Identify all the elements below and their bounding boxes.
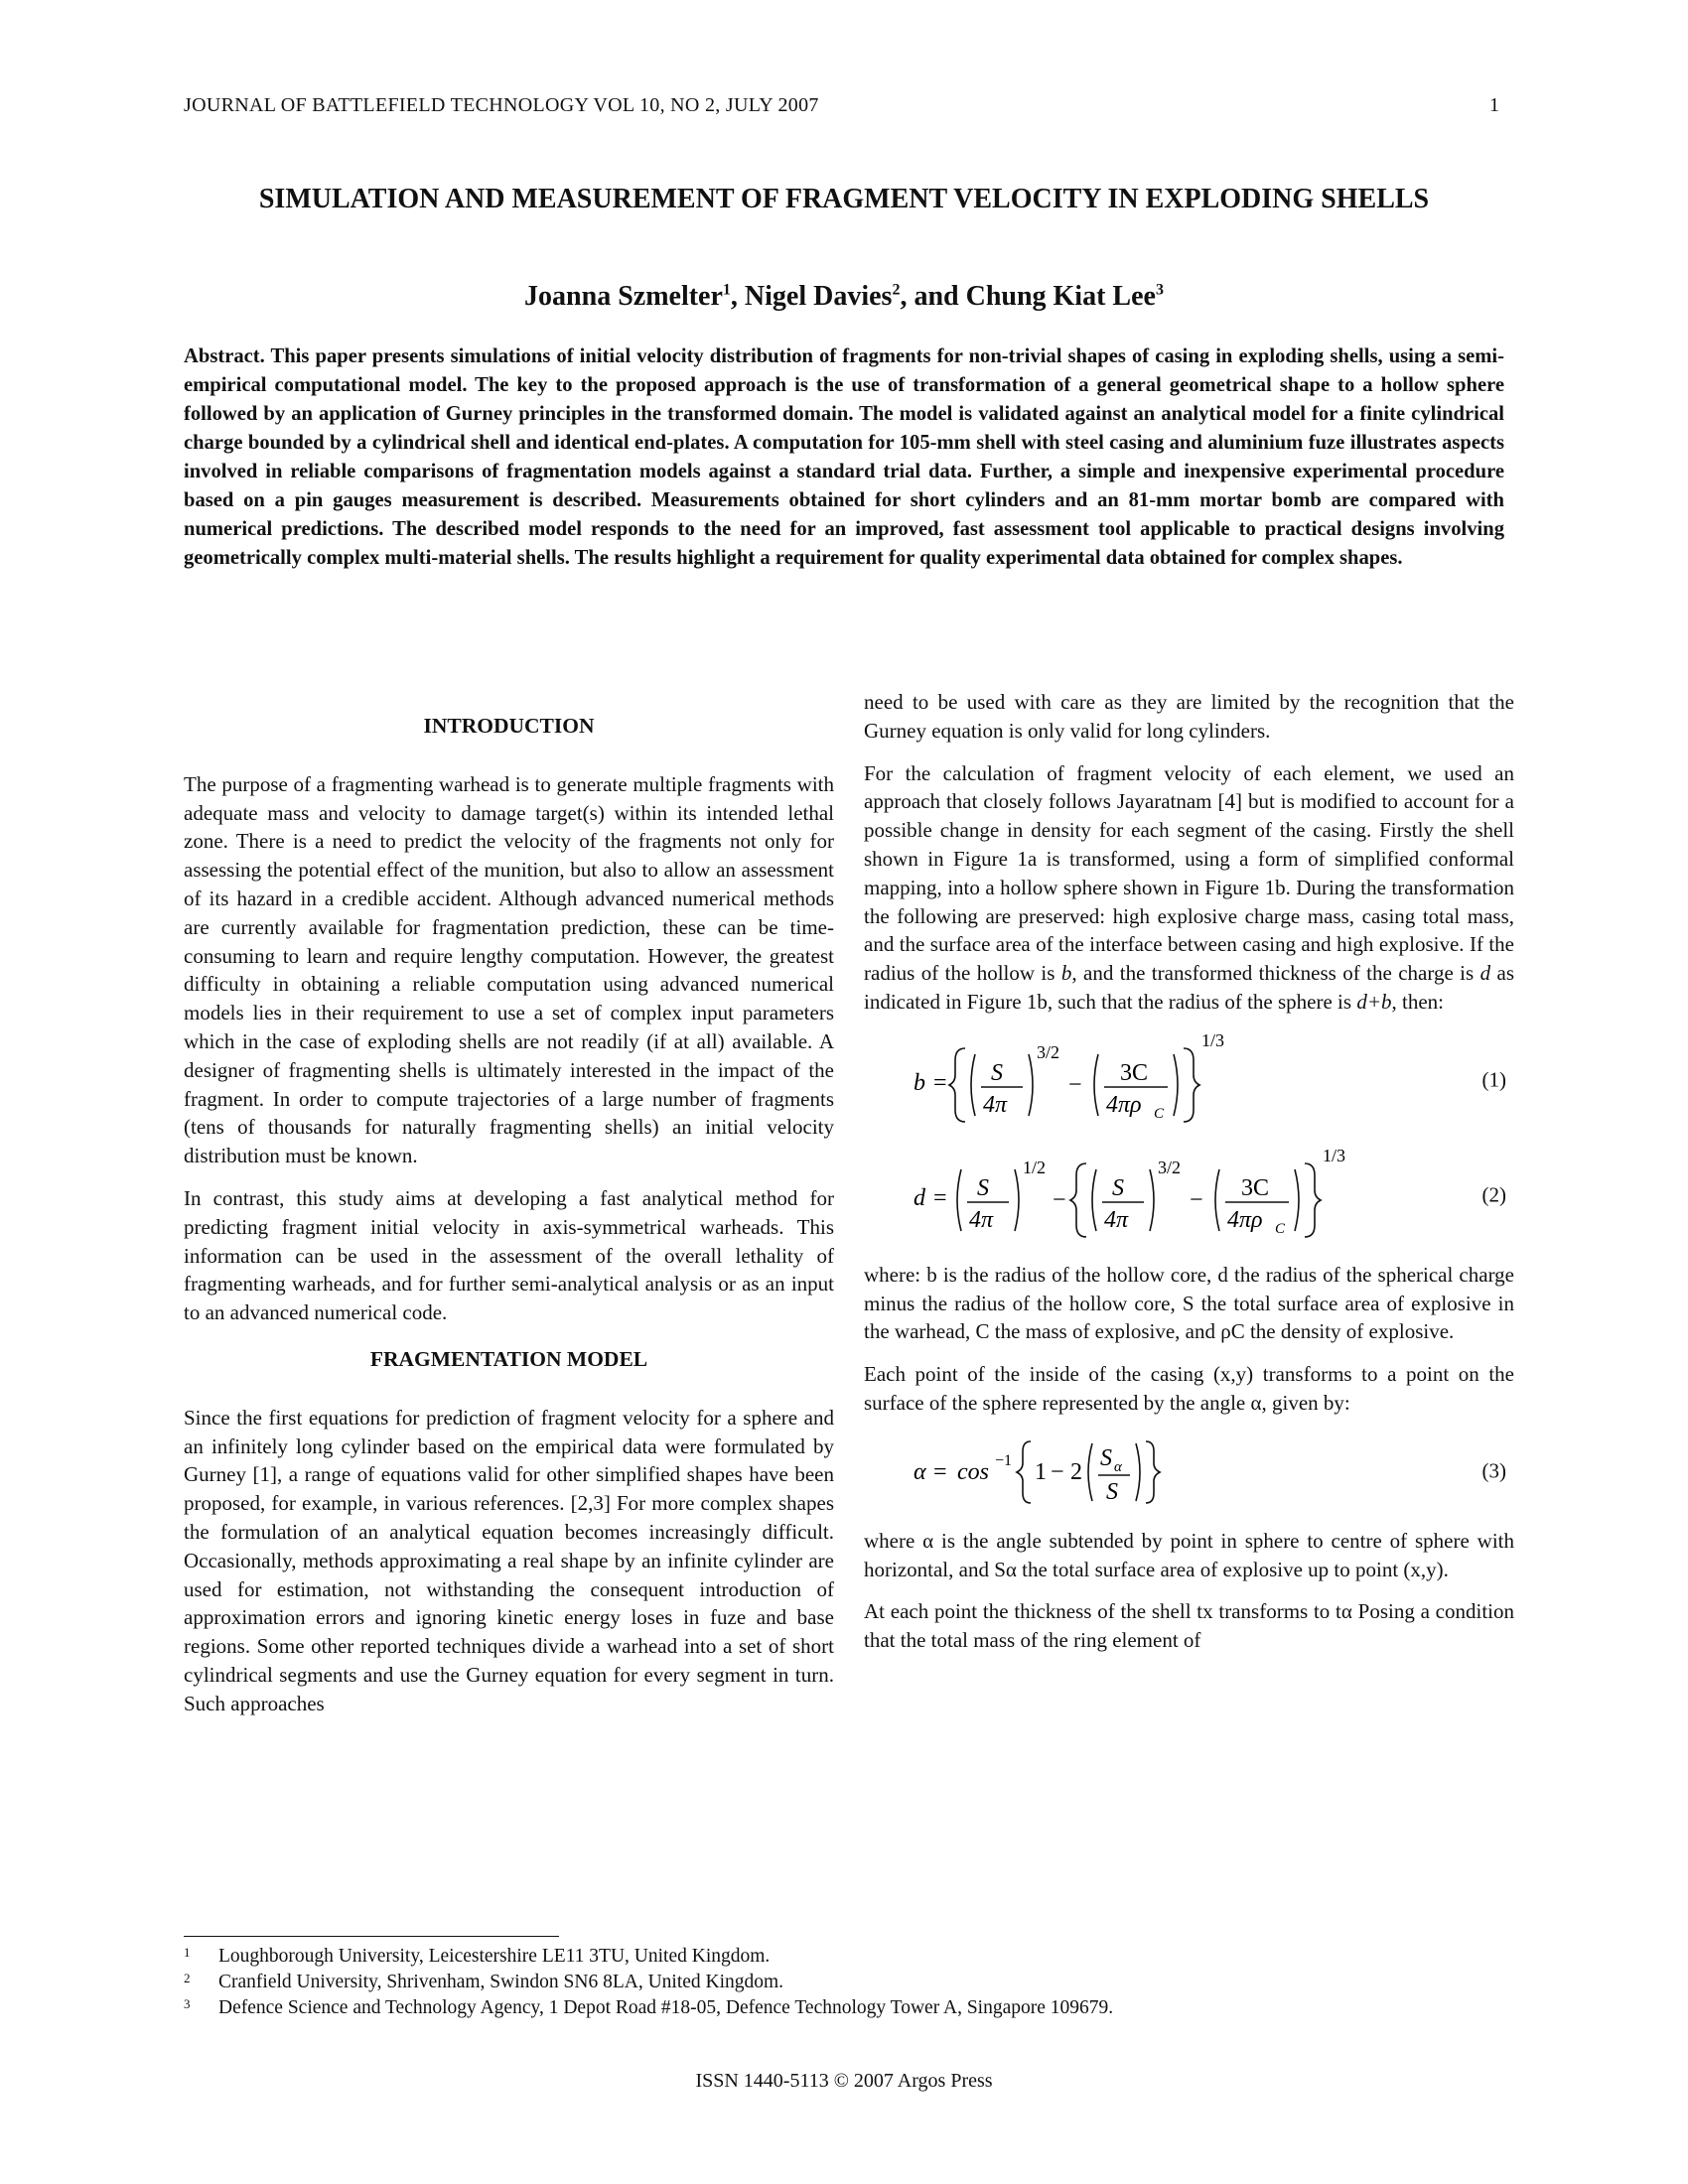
paren-right xyxy=(1136,1443,1140,1501)
section-heading-fragmentation-model: FRAGMENTATION MODEL xyxy=(369,1346,648,1371)
body-paragraph: need to be used with care as they are limited by the recognition that the Gurney equation is only valid for long cylinders. xyxy=(864,690,1514,743)
footnotes xyxy=(184,1944,1504,2021)
eq-denominator: 4πρ xyxy=(1227,1206,1263,1233)
paren-left xyxy=(971,1054,975,1116)
eq-term: 2 xyxy=(1070,1458,1082,1485)
eq-subscript: C xyxy=(1154,1105,1165,1122)
author-separator: , and xyxy=(900,281,966,312)
eq-subscript: α xyxy=(1114,1458,1122,1475)
footnote-mark: 2 xyxy=(184,1971,191,1985)
paren-left xyxy=(1215,1169,1219,1231)
eq-exponent: 1/3 xyxy=(1323,1145,1346,1165)
running-head: JOURNAL OF BATTLEFIELD TECHNOLOGY VOL 10, NO 2, JULY 2007 xyxy=(184,94,819,116)
equation-number: (2) xyxy=(1481,1182,1506,1207)
text-run: , and the transformed thickness of the charge is xyxy=(1071,961,1480,986)
eq-denominator: 4π xyxy=(1104,1206,1129,1233)
page-footer: ISSN 1440-5113 © 2007 Argos Press xyxy=(695,2070,993,2092)
affiliation-mark: 2 xyxy=(892,281,901,299)
author-name: Joanna Szmelter xyxy=(524,281,723,312)
text-run: For the calculation of fragment velocity of each element, we used an approach that closely follows Jayaratnam [4] but is modified to account for a possible change in density for each segment of the casing. Firstly the shell shown in Figure 1a is transformed, using a form of simplified conformal mapping, into a hollow sphere shown in Figure 1b. During the transformation the following are preserved: high explosive charge mass, casing total mass, and the surface area of the interface between casing and high explosive. If the radius of the hollow is xyxy=(864,760,1514,986)
eq-numerator: S xyxy=(1100,1444,1112,1471)
body-paragraph: At each point the thickness of the shell tx transforms to tα Posing a condition that the total mass of the ring element of xyxy=(864,1599,1514,1653)
page-number: 1 xyxy=(1489,94,1499,116)
brace-left xyxy=(949,1048,965,1122)
eq-function: cos xyxy=(957,1458,989,1485)
brace-right xyxy=(1305,1163,1321,1237)
body-paragraph: Each point of the inside of the casing (x,y) transforms to a point on the surface of the sphere represented by the angle α, given by: xyxy=(864,1362,1514,1415)
eq-lhs: d xyxy=(914,1184,925,1211)
eq-denominator: 4π xyxy=(969,1206,994,1233)
eq-lhs: α xyxy=(914,1458,926,1485)
paren-right xyxy=(1174,1054,1178,1116)
equation-number: (3) xyxy=(1481,1458,1506,1483)
eq-minus: − xyxy=(1190,1186,1203,1213)
math-var: b xyxy=(1060,961,1072,986)
eq-exponent: 3/2 xyxy=(1037,1041,1060,1062)
author-name: Nigel Davies xyxy=(744,281,893,312)
equation-2-formula xyxy=(904,1146,1360,1245)
paren-left xyxy=(1094,1054,1098,1116)
paren-right xyxy=(1295,1169,1299,1231)
eq-equals: = xyxy=(933,1069,947,1096)
eq-numerator: 3C xyxy=(1120,1059,1149,1086)
equation-2 xyxy=(864,1146,1514,1245)
eq-subscript: C xyxy=(1275,1220,1286,1237)
author-name: Chung Kiat Lee xyxy=(965,281,1156,312)
equation-3-formula xyxy=(904,1432,1201,1511)
eq-denominator: 4π xyxy=(983,1091,1008,1118)
author-list xyxy=(199,281,1489,313)
eq-term: 1 xyxy=(1035,1458,1047,1485)
abstract: Abstract. This paper presents simulations of initial velocity distribution of fragments for non-trivial shapes of casing in exploding shells, using a semi-empirical computational model. The key to the proposed approach is the use of transformation of a general geometrical shape to a hollow sphere followed by an application of Gurney principles in the transformed domain. The model is validated against an analytical model for a finite cylindrical charge bounded by a cylindrical shell and identical end-plates. A computation for 105-mm shell with steel casing and aluminium fuze illustrates aspects involved in reliable comparisons of fragmentation models against a standard trial data. Further, a simple and inexpensive experimental procedure based on a pin gauges measurement is described. Measurements obtained for short cylinders and an 81-mm mortar bomb are compared with numerical predictions. The described model responds to the need for an improved, fast assessment tool applicable to practical designs involving geometrically complex multi-material shells. The results highlight a requirement for quality experimental data obtained for complex shapes. xyxy=(184,345,1504,569)
eq-exponent: 1/2 xyxy=(1023,1157,1047,1177)
math-var: d xyxy=(1479,961,1491,986)
author-separator: , xyxy=(730,281,745,312)
footnote xyxy=(184,1944,1504,1970)
eq-numerator: 3C xyxy=(1241,1174,1270,1201)
equation-1 xyxy=(864,1030,1514,1130)
brace-right xyxy=(1184,1048,1199,1122)
body-paragraph: where α is the angle subtended by point in sphere to centre of sphere with horizontal, and Sα the total surface area of explosive up to point (x,y). xyxy=(864,1528,1514,1581)
math-var: d+b xyxy=(1356,989,1392,1014)
paren-right xyxy=(1150,1169,1154,1231)
eq-denominator: 4πρ xyxy=(1106,1091,1142,1118)
eq-exponent: 1/3 xyxy=(1201,1029,1225,1050)
body-paragraph: The purpose of a fragmenting warhead is to generate multiple fragments with adequate mass and velocity to damage target(s) within its intended lethal zone. There is a need to predict the velocity of the fragments not only for assessing the potential effect of the munition, but also to allow an assessment of its hazard in a credible accident. Although advanced numerical methods are currently available for fragmentation prediction, these can be time-consuming to learn and require lengthy computation. However, the greatest difficulty in obtaining a reliable computation using advanced numerical models lies in their requirement to use a set of complex input parameters which in the case of exploding shells are not readily (if at all) available. A designer of fragmenting shells is ultimately interested in the impact of the fragment. In order to compute trajectories of a large number of fragments (tens of thousands for naturally fragmenting shells) an initial velocity distribution must be known. xyxy=(184,771,834,1168)
body-paragraph: In contrast, this study aims at developing a fast analytical method for predicting fragment initial velocity in axis-symmetrical warheads. This information can be used in the assessment of the overall lethality of fragmenting warheads, and for further semi-analytical analysis or as an input to an advanced numerical code. xyxy=(184,1185,834,1325)
footnote-text: Loughborough University, Leicestershire LE11 3TU, United Kingdom. xyxy=(218,1946,771,1967)
brace-left xyxy=(1017,1441,1031,1503)
body-paragraph xyxy=(864,759,1514,1017)
footnote xyxy=(184,1970,1504,1995)
eq-minus: − xyxy=(1051,1458,1064,1485)
paren-left xyxy=(957,1169,961,1231)
text-run: as indicated in Figure 1b, such that the radius of the sphere is xyxy=(864,961,1515,1014)
eq-numerator: S xyxy=(991,1059,1003,1086)
body-paragraph: Since the first equations for prediction of fragment velocity for a sphere and an infinitely long cylinder based on the empirical data were formulated by Gurney [1], a range of equations valid for other simplified shapes have been proposed, for example, in various references. [2,3] For more complex shapes the formulation of an analytical equation becomes increasingly difficult. Occasionally, methods approximating a real shape by an infinite cylinder are used for estimation, not withstanding the consequent introduction of approximation errors and ignoring kinetic energy loses in fuze and base regions. Some other reported techniques divide a warhead into a set of short cylindrical segments and use the Gurney equation for every segment in turn. Such approaches xyxy=(184,1405,834,1715)
footnote-text: Defence Science and Technology Agency, 1 Depot Road #18-05, Defence Technology Tower A, Singapore 109679. xyxy=(218,1997,1114,2018)
eq-minus: − xyxy=(1053,1186,1066,1213)
affiliation-mark: 3 xyxy=(1155,281,1164,299)
text-run: , then: xyxy=(1391,989,1444,1014)
eq-equals: = xyxy=(933,1184,947,1211)
eq-minus: − xyxy=(1068,1071,1082,1098)
footnote-mark: 3 xyxy=(184,1996,191,2011)
footnote-mark: 1 xyxy=(184,1945,191,1960)
affiliation-mark: 1 xyxy=(722,281,731,299)
footnote-rule xyxy=(184,1936,559,1937)
body-paragraph: where: b is the radius of the hollow core, d the radius of the spherical charge minus the radius of the hollow core, S the total surface area of explosive in the warhead, C the mass of explosive, and ρC the density of explosive. xyxy=(864,1262,1514,1344)
footnote xyxy=(184,1995,1504,2021)
eq-numerator: S xyxy=(1112,1174,1124,1201)
paren-right xyxy=(1029,1054,1033,1116)
paren-right xyxy=(1015,1169,1019,1231)
brace-left xyxy=(1070,1163,1086,1237)
equation-1-formula xyxy=(904,1030,1261,1130)
eq-exponent: 3/2 xyxy=(1158,1157,1182,1177)
eq-denominator: S xyxy=(1106,1478,1118,1505)
paren-left xyxy=(1088,1443,1092,1501)
eq-lhs: b xyxy=(914,1069,925,1096)
eq-equals: = xyxy=(933,1458,947,1485)
footnote-text: Cranfield University, Shrivenham, Swindon SN6 8LA, United Kingdom. xyxy=(218,1972,784,1992)
equation-3 xyxy=(864,1432,1514,1511)
section-heading-introduction: INTRODUCTION xyxy=(423,714,595,738)
paren-left xyxy=(1092,1169,1096,1231)
equation-number: (1) xyxy=(1481,1067,1506,1092)
eq-numerator: S xyxy=(977,1174,989,1201)
paper-title: SIMULATION AND MEASUREMENT OF FRAGMENT VELOCITY IN EXPLODING SHELLS xyxy=(258,184,1430,214)
left-column xyxy=(184,690,834,1732)
brace-right xyxy=(1146,1441,1160,1503)
right-column xyxy=(864,688,1514,1669)
eq-exponent: −1 xyxy=(995,1451,1013,1469)
